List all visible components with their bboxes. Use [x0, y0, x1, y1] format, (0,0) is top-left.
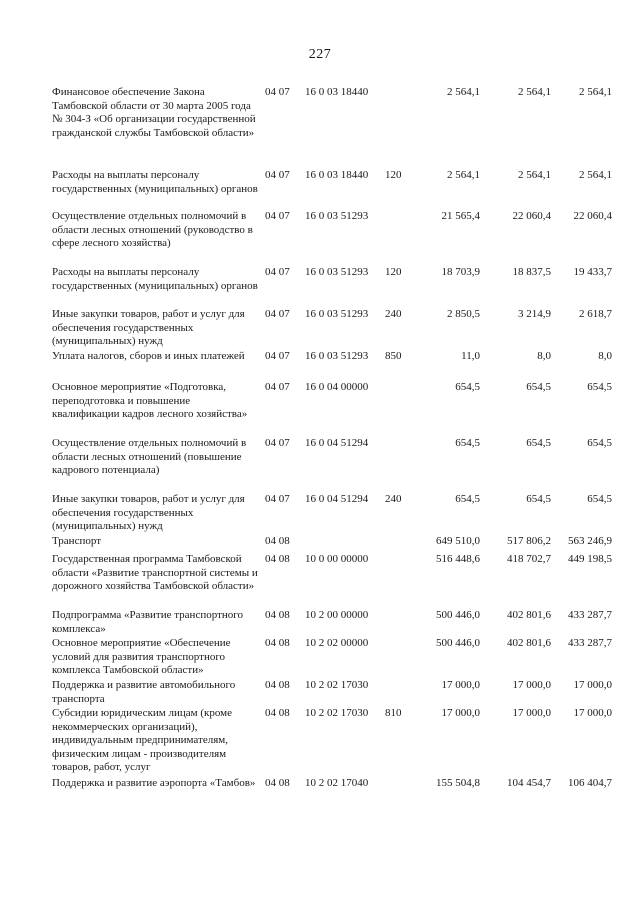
row-section-code: 04 07: [265, 210, 290, 222]
page-number: 227: [308, 47, 332, 62]
row-name: Поддержка и развитие аэропорта «Тамбов»: [52, 777, 256, 789]
row-amount-year1: 17 000,0: [441, 707, 480, 719]
row-amount-year3: 2 618,7: [579, 308, 612, 320]
table-row: [52, 266, 612, 308]
row-target-article: 10 2 02 17030: [305, 707, 369, 719]
row-expense-type: [385, 86, 411, 169]
row-amount-year3: 19 433,7: [573, 266, 612, 278]
row-expense-type: [385, 210, 411, 266]
row-amount-year2: 17 000,0: [512, 707, 551, 719]
row-amount-year2: 3 214,9: [518, 308, 551, 320]
row-amount-year1: 11,0: [461, 350, 480, 362]
row-section-code: 04 07: [265, 350, 290, 362]
row-amount-year3: 433 287,7: [568, 637, 612, 649]
row-section-code: 04 08: [265, 777, 290, 789]
table-row: [52, 679, 612, 707]
row-amount-year1: 18 703,9: [441, 266, 480, 278]
row-expense-type: [385, 609, 411, 637]
row-amount-year1: 649 510,0: [436, 535, 480, 547]
row-section-code: 04 07: [265, 86, 290, 98]
row-amount-year3: 449 198,5: [568, 553, 612, 565]
row-target-article: 10 2 02 00000: [305, 637, 369, 649]
row-section-code: 04 07: [265, 493, 290, 505]
row-amount-year1: 654,5: [455, 437, 480, 449]
row-amount-year3: 17 000,0: [573, 679, 612, 691]
table-row: [52, 535, 612, 553]
row-expense-type: [385, 679, 411, 707]
row-name: Осуществление отдельных полномочий в области лесных отношений (повышение кадрового потенциала): [52, 437, 247, 476]
row-expense-type: 240: [385, 493, 402, 505]
row-target-article: 16 0 03 51293: [305, 210, 369, 222]
row-section-code: 04 08: [265, 637, 290, 649]
row-target-article: 10 2 02 17030: [305, 679, 369, 691]
row-target-article: 10 0 00 00000: [305, 553, 369, 565]
row-name: Основное мероприятие «Обеспечение условий для развития транспортного комплекса Тамбовской области»: [52, 637, 231, 676]
row-amount-year3: 654,5: [587, 493, 612, 505]
row-amount-year3: 2 564,1: [579, 169, 612, 181]
row-amount-year1: 21 565,4: [441, 210, 480, 222]
row-target-article: 16 0 04 00000: [305, 381, 369, 393]
row-section-code: 04 07: [265, 381, 290, 393]
row-amount-year2: 402 801,6: [507, 637, 551, 649]
table-row: [52, 493, 612, 535]
table-row: [52, 437, 612, 493]
row-target-article: 16 0 03 51293: [305, 308, 369, 320]
row-name: Расходы на выплаты персоналу государственных (муниципальных) органов: [52, 266, 258, 292]
row-section-code: 04 08: [265, 679, 290, 691]
row-amount-year2: 18 837,5: [512, 266, 551, 278]
table-row: [52, 609, 612, 637]
row-amount-year1: 2 564,1: [447, 169, 480, 181]
row-section-code: 04 07: [265, 308, 290, 320]
row-amount-year3: 433 287,7: [568, 609, 612, 621]
row-name: Иные закупки товаров, работ и услуг для обеспечения государственных (муниципальных) нужд: [52, 493, 245, 532]
row-amount-year2: 2 564,1: [518, 169, 551, 181]
row-amount-year2: 654,5: [526, 381, 551, 393]
row-expense-type: 240: [385, 308, 402, 320]
row-amount-year2: 517 806,2: [507, 535, 551, 547]
row-amount-year3: 654,5: [587, 437, 612, 449]
row-expense-type: 810: [385, 707, 402, 719]
row-section-code: 04 07: [265, 266, 290, 278]
row-name: Государственная программа Тамбовской области «Развитие транспортной системы и дорожного хозяйства Тамбовской области»: [52, 553, 258, 592]
table-row: [52, 707, 612, 777]
row-section-code: 04 08: [265, 707, 290, 719]
row-amount-year2: 418 702,7: [507, 553, 551, 565]
row-name: Поддержка и развитие автомобильного транспорта: [52, 679, 236, 705]
row-target-article: 16 0 04 51294: [305, 437, 369, 449]
table-row: [52, 350, 612, 381]
row-amount-year1: 155 504,8: [436, 777, 480, 789]
row-expense-type: [385, 381, 411, 437]
budget-table: [52, 86, 612, 807]
row-amount-year1: 17 000,0: [441, 679, 480, 691]
table-row: [52, 553, 612, 609]
row-target-article: 16 0 03 51293: [305, 350, 369, 362]
row-amount-year3: 106 404,7: [568, 777, 612, 789]
row-expense-type: 120: [385, 266, 402, 278]
row-target-article: 16 0 04 51294: [305, 493, 369, 505]
row-expense-type: 120: [385, 169, 402, 181]
row-amount-year3: 22 060,4: [573, 210, 612, 222]
row-target-article: 10 2 02 17040: [305, 777, 369, 789]
row-amount-year2: 22 060,4: [512, 210, 551, 222]
row-section-code: 04 08: [265, 609, 290, 621]
row-name: Субсидии юридическим лицам (кроме некоммерческих организаций), индивидуальным предпринимателям, физическим лицам - производителям товаров, работ, услуг: [52, 707, 233, 773]
row-name: Основное мероприятие «Подготовка, переподготовка и повышение квалификации кадров лесного хозяйства»: [52, 381, 248, 420]
row-amount-year3: 8,0: [598, 350, 612, 362]
row-amount-year2: 8,0: [537, 350, 551, 362]
row-amount-year1: 500 446,0: [436, 637, 480, 649]
row-name: Иные закупки товаров, работ и услуг для обеспечения государственных (муниципальных) нужд: [52, 308, 245, 347]
row-amount-year2: 17 000,0: [512, 679, 551, 691]
table-row: [52, 777, 612, 807]
row-amount-year3: 563 246,9: [568, 535, 612, 547]
row-amount-year1: 654,5: [455, 493, 480, 505]
row-target-article: 16 0 03 18440: [305, 86, 369, 98]
row-name: Расходы на выплаты персоналу государственных (муниципальных) органов: [52, 169, 258, 195]
row-amount-year3: 654,5: [587, 381, 612, 393]
table-body: [52, 86, 612, 807]
row-expense-type: [385, 437, 411, 493]
row-name: Уплата налогов, сборов и иных платежей: [52, 350, 245, 362]
row-section-code: 04 08: [265, 553, 290, 565]
row-section-code: 04 08: [265, 535, 290, 547]
table-row: [52, 169, 612, 210]
row-name: Подпрограмма «Развитие транспортного комплекса»: [52, 609, 244, 635]
table-row: [52, 381, 612, 437]
row-section-code: 04 07: [265, 169, 290, 181]
table-row: [52, 210, 612, 266]
row-amount-year2: 2 564,1: [518, 86, 551, 98]
table-row: [52, 637, 612, 679]
row-expense-type: [385, 535, 411, 553]
row-name: Финансовое обеспечение Закона Тамбовской области от 30 марта 2005 года № 304-З «Об организации государственной гражданской службы Тамбовской области»: [52, 86, 256, 139]
row-amount-year3: 17 000,0: [573, 707, 612, 719]
table-row: [52, 86, 612, 169]
row-amount-year1: 516 448,6: [436, 553, 480, 565]
row-amount-year2: 402 801,6: [507, 609, 551, 621]
row-expense-type: 850: [385, 350, 402, 362]
row-amount-year1: 2 850,5: [447, 308, 480, 320]
row-amount-year1: 500 446,0: [436, 609, 480, 621]
row-expense-type: [385, 553, 411, 609]
row-target-article: 10 2 00 00000: [305, 609, 369, 621]
row-name: Транспорт: [52, 535, 102, 547]
table-row: [52, 308, 612, 350]
row-target-article: 16 0 03 18440: [305, 169, 369, 181]
row-amount-year2: 654,5: [526, 493, 551, 505]
row-amount-year2: 654,5: [526, 437, 551, 449]
row-amount-year3: 2 564,1: [579, 86, 612, 98]
row-expense-type: [385, 637, 411, 679]
row-target-article: [305, 535, 385, 553]
row-amount-year2: 104 454,7: [507, 777, 551, 789]
row-amount-year1: 2 564,1: [447, 86, 480, 98]
row-target-article: 16 0 03 51293: [305, 266, 369, 278]
row-name: Осуществление отдельных полномочий в области лесных отношений (руководство в сфере лесного хозяйства): [52, 210, 253, 249]
row-amount-year1: 654,5: [455, 381, 480, 393]
row-section-code: 04 07: [265, 437, 290, 449]
row-expense-type: [385, 777, 411, 807]
